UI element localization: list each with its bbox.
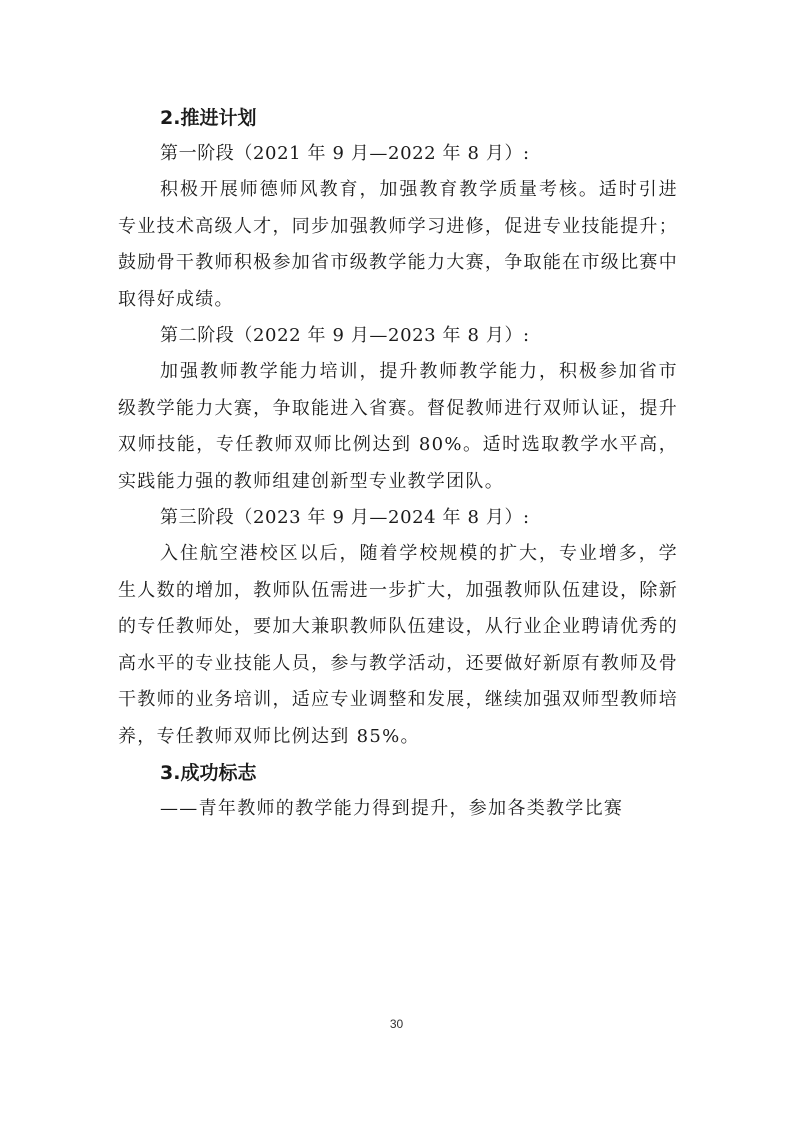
- stage1-title: 第一阶段（2021 年 9 月—2022 年 8 月）:: [160, 143, 530, 164]
- success-paragraph: ——青年教师的教学能力得到提升，参加各类教学比赛: [160, 798, 624, 819]
- stage3-title: 第三阶段（2023 年 9 月—2024 年 8 月）:: [160, 507, 530, 528]
- stage1-paragraph: 积极开展师德师风教育，加强教育教学质量考核。适时引进专业技术高级人才，同步加强教师学习进修，促进专业技能提升；鼓励骨干教师积极参加省市级教学能力大赛，争取能在市级比赛中取得好成绩。: [118, 179, 678, 310]
- document-body: [118, 100, 678, 828]
- stage2-title: 第二阶段（2022 年 9 月—2023 年 8 月）:: [160, 325, 530, 346]
- page-number: 30: [389, 1017, 404, 1031]
- stage2-paragraph: 加强教师教学能力培训，提升教师教学能力，积极参加省市级教学能力大赛，争取能进入省赛。督促教师进行双师认证，提升双师技能，专任教师双师比例达到 80%。适时选取教学水平高，实践能力强的教师组建创新型专业教学团队。: [118, 361, 678, 492]
- stage3-paragraph: 入住航空港校区以后，随着学校规模的扩大，专业增多，学生人数的增加，教师队伍需进一步扩大，加强教师队伍建设，除新的专任教师处，要加大兼职教师队伍建设，从行业企业聘请优秀的高水平的专业技能人员，参与教学活动，还要做好新原有教师及骨干教师的业务培训，适应专业调整和发展，继续加强双师型教师培养，专任教师双师比例达到 85%。: [118, 543, 678, 747]
- section-heading-plan: 2.推进计划: [160, 107, 257, 129]
- section-heading-success: 3.成功标志: [160, 762, 257, 784]
